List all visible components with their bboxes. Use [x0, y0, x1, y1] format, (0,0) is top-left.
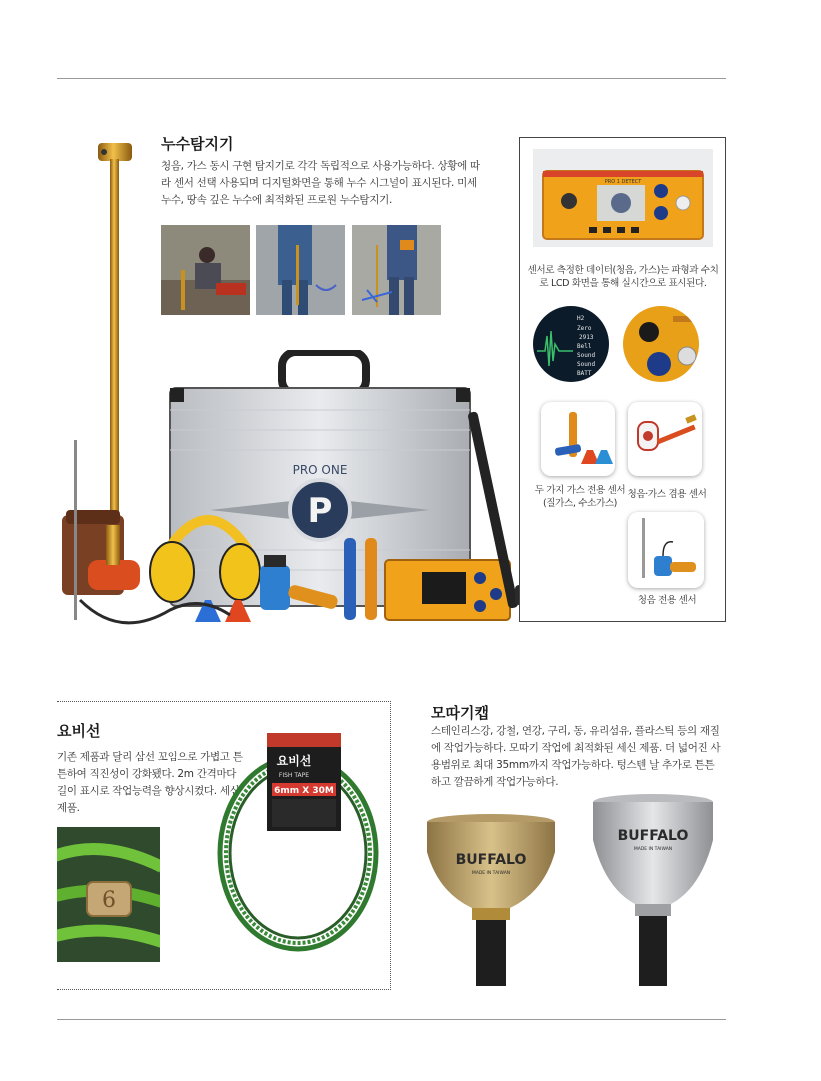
- fish-tape-label-size: 6mm X 30M: [274, 786, 334, 796]
- sensor-info-panel: [519, 137, 726, 622]
- field-photo-2: [256, 225, 345, 315]
- lcd-readout-sound-1: Sound: [577, 352, 596, 359]
- fish-tape-marker-photo: [57, 827, 160, 962]
- fish-tape-title: 요비선: [57, 722, 101, 740]
- combo-sensor-caption: 청음·가스 겸용 센서: [627, 489, 707, 500]
- lcd-readout-bell: Bell: [577, 343, 592, 350]
- chamfer-cap-title: 모따기캡: [431, 704, 489, 722]
- knob-closeup: [623, 306, 699, 382]
- bottom-rule: [57, 1019, 726, 1020]
- field-photo-3: [352, 225, 441, 315]
- dual-gas-sensor-caption: 두 가지 가스 전용 센서(질가스, 수소가스): [534, 485, 626, 509]
- chamfer-cap-silver-image: [589, 792, 717, 990]
- chamfer-cap-description: 스테인리스강, 강철, 연강, 구리, 동, 유리섬유, 플라스틱 등의 재질에 작업가능하다. 모따기 작업에 최적화된 세신 제품. 더 넓어진 사용범위로 최대 35mm까지 작업가능하다. 텅스텐 날 추가로 튼튼하고 깔끔하게 작업가능하다.: [431, 725, 721, 788]
- fish-tape-label-name: 요비선: [276, 754, 312, 768]
- acoustic-sensor-caption: 청음 전용 센서: [637, 595, 697, 606]
- leak-detector-kit-image: [60, 350, 565, 630]
- top-rule: [57, 78, 726, 79]
- lcd-readout-sound-2: Sound: [577, 361, 596, 368]
- device-photo: [533, 149, 713, 247]
- lcd-caption: 센서로 측정한 데이터(청음, 가스)는 파형과 수치로 LCD 화면을 통해 실시간으로 표시된다.: [527, 265, 719, 289]
- chamfer-cap-silver-brand-sub: MADE IN TAIWAN: [633, 847, 673, 852]
- lcd-readout-value: 2913: [579, 334, 594, 341]
- chamfer-cap-gold-brand: BUFFALO: [455, 852, 527, 868]
- lcd-waveform-closeup: [533, 306, 609, 382]
- fish-tape-coil-image: [210, 733, 386, 960]
- lcd-readout-zero: Zero: [577, 325, 592, 332]
- device-label: PRO 1 DETECT: [604, 179, 642, 185]
- chamfer-cap-gold-image: [424, 812, 558, 990]
- acoustic-sensor-card: [628, 512, 704, 588]
- dual-gas-sensor-card: [541, 402, 615, 476]
- chamfer-cap-gold-brand-sub: MADE IN TAIWAN: [471, 871, 511, 876]
- fish-tape-label-sub: FISH TAPE: [278, 772, 310, 779]
- lcd-readout-h2: H2: [577, 315, 585, 322]
- case-logo-text: PRO ONE: [292, 463, 348, 477]
- fish-tape-description: 기존 제품과 달리 삼선 꼬임으로 가볍고 튼튼하여 직진성이 강화됐다. 2m 간격마다 길이 표시로 작업능력을 향상시켰다. 세신 제품.: [57, 751, 243, 814]
- chamfer-cap-silver-brand: BUFFALO: [617, 828, 689, 844]
- leak-detector-description: 청음, 가스 동시 구현 탐지기로 각각 독립적으로 사용가능하다. 상황에 따라 센서 선택 사용되며 디지털화면을 통해 누수 시그널이 표시된다. 미세누수, 땅속 깊은 누수에 최적화된 프로원 누수탐지기.: [161, 160, 480, 206]
- leak-detector-title: 누수탐지기: [161, 135, 234, 153]
- lcd-readout-batt: BATT: [577, 370, 592, 377]
- combo-sensor-card: [628, 402, 702, 476]
- field-photo-1: [161, 225, 250, 315]
- case-letter: P: [307, 491, 333, 531]
- fish-tape-marker-digit: 6: [102, 888, 116, 913]
